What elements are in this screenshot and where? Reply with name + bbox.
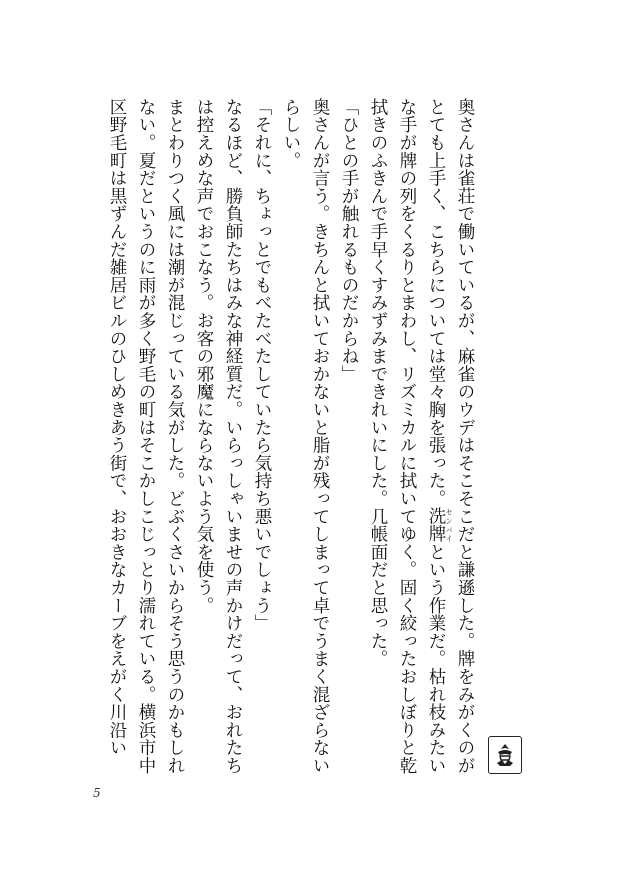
bamboo-bird-icon (492, 741, 518, 769)
vertical-text-body (102, 98, 479, 788)
mahjong-tile-icon (488, 736, 522, 774)
ruby-reading: センパイ (445, 507, 453, 543)
text-line: という作業だ。枯れ枝みた (426, 543, 446, 757)
ruby-base: 洗牌 (426, 507, 446, 544)
paragraph-1 (363, 98, 479, 788)
paragraph-4: 「それに、ちょっとでもべたべたしていたら気持ち悪いでしょう」 (252, 98, 272, 632)
ruby-annotation (426, 507, 453, 544)
paragraph-3: 奥さんが言う。きちんと拭いておかないと脂が残ってしまって卓でうまく混ざらないらしい。 (281, 98, 330, 775)
paragraph-6: まとわりつく風には潮が混じっている気がした。どぶくさいからそう思うのかもしれない。夏だというのに雨が多く野毛の町はそこかしこじっとり濡れている。横浜市中区野毛町は黒ずんだ雑居ビルのひしめきあう街で、おおきなカーブをえがく川沿い (107, 98, 185, 775)
paragraph-2: 「ひとの手が触れるものだからね」 (339, 98, 359, 383)
paragraph-5: なるほど、勝負師たちはみな神経質だ。いらっしゃいませの声かけだって、おれたちは控えめな声でおこなう。お客の邪魔にならないよう気を使う。 (194, 98, 243, 775)
text-line: いな手が牌の列をくるりとまわし、リズミカルに拭いてゆく。固く絞ったおしぼりと乾拭きのふきんで手早くすみずみまできれいにした。几帳面だと思った。 (368, 98, 446, 775)
page-number: 5 (93, 786, 101, 800)
text-line: 奥さんは雀荘で働いているが、麻雀のウデはそこそこだと謙遜した。牌をみがくのがとても上手く、こちらについては堂々胸を張った。 (426, 98, 475, 775)
